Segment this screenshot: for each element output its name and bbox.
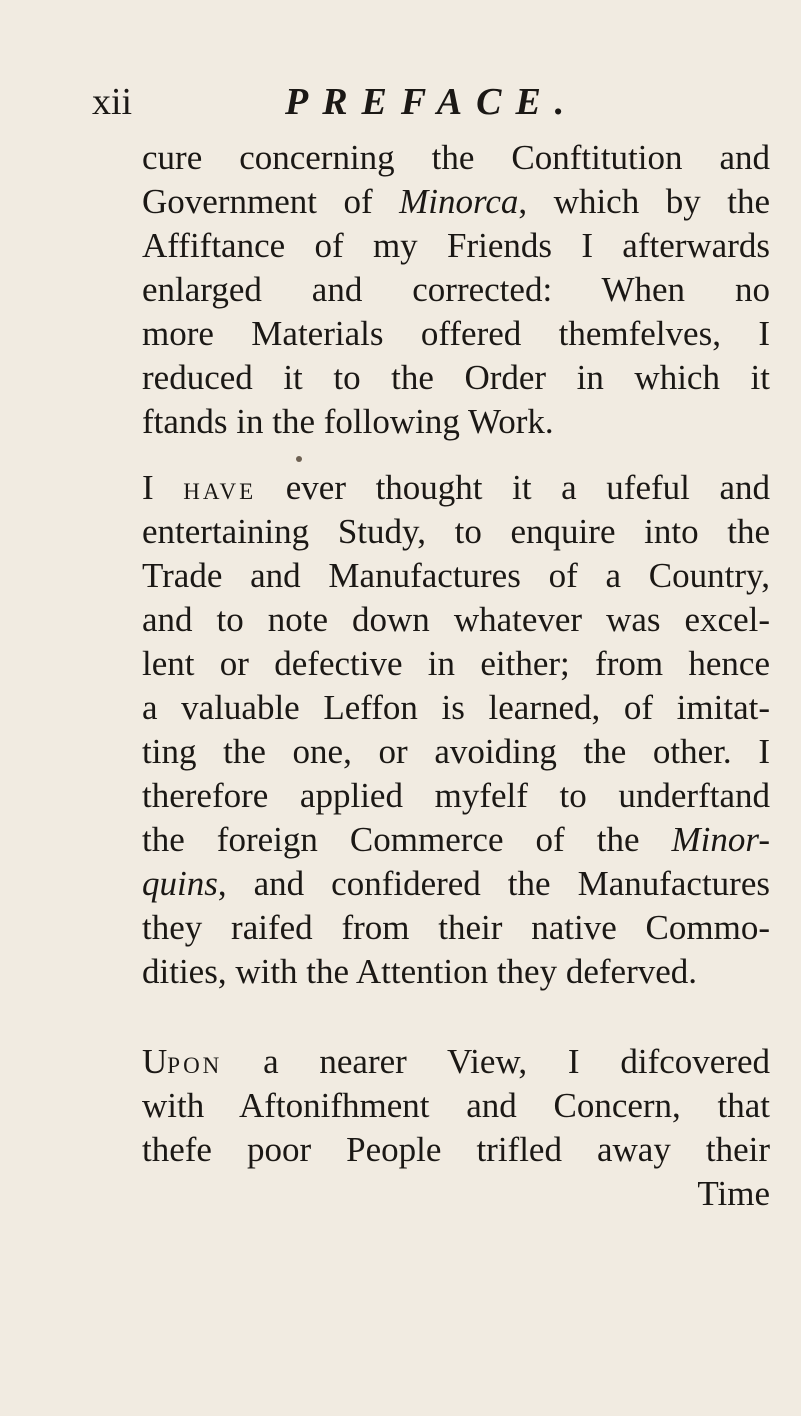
text-line <box>142 862 770 906</box>
text-run: I <box>142 468 184 507</box>
text-line: lent or defective in either; from hence <box>142 644 770 683</box>
page-header <box>92 78 772 128</box>
small-caps-run: HAVE <box>183 479 257 504</box>
italic-term: Minor- <box>671 820 770 859</box>
italic-term: quins <box>142 864 218 903</box>
page-number: xii <box>92 81 133 123</box>
ink-speck <box>296 456 302 462</box>
text-line <box>142 466 770 514</box>
text-line <box>142 818 770 862</box>
text-line <box>142 180 770 224</box>
text-line: reduced it to the Order in which it <box>142 358 770 397</box>
text-line: with Aftonifhment and Concern, that <box>142 1086 770 1125</box>
text-run: ever thought it a ufeful and <box>256 468 770 507</box>
text-line: therefore applied myfelf to underftand <box>142 776 770 815</box>
text-line: ftands in the following Work. <box>142 402 554 441</box>
text-line: dities, with the Attention they deferved. <box>142 952 698 991</box>
text-line: Affiftance of my Friends I afterwards <box>142 226 770 265</box>
running-title: PREFACE. <box>285 81 579 123</box>
text-line: Trade and Manufactures of a Country, <box>142 556 770 595</box>
italic-term: Minorca <box>399 182 519 221</box>
text-line: more Materials offered themfelves, I <box>142 314 770 353</box>
text-run: , and confidered the Manufactures <box>217 864 770 903</box>
text-line: ting the one, or avoiding the other. I <box>142 732 770 771</box>
text-line: and to note down whatever was excel- <box>142 600 770 639</box>
text-run: Government of <box>142 182 400 221</box>
text-line: thefe poor People trifled away their <box>142 1130 770 1169</box>
catchword: Time <box>697 1174 770 1213</box>
text-line: a valuable Leffon is learned, of imitat- <box>142 688 770 727</box>
text-run: , which by the <box>518 182 771 221</box>
text-line: they raifed from their native Commo- <box>142 908 770 947</box>
small-caps-run: PON <box>167 1053 223 1078</box>
text-run: the foreign Commerce of the <box>142 820 672 859</box>
text-line: cure concerning the Conftitution and <box>142 138 770 177</box>
text-line <box>142 1040 770 1088</box>
text-line: enlarged and corrected: When no <box>142 270 770 309</box>
text-run: a nearer View, I difcovered <box>222 1042 770 1081</box>
text-line: entertaining Study, to enquire into the <box>142 512 770 551</box>
text-run: U <box>142 1042 168 1081</box>
